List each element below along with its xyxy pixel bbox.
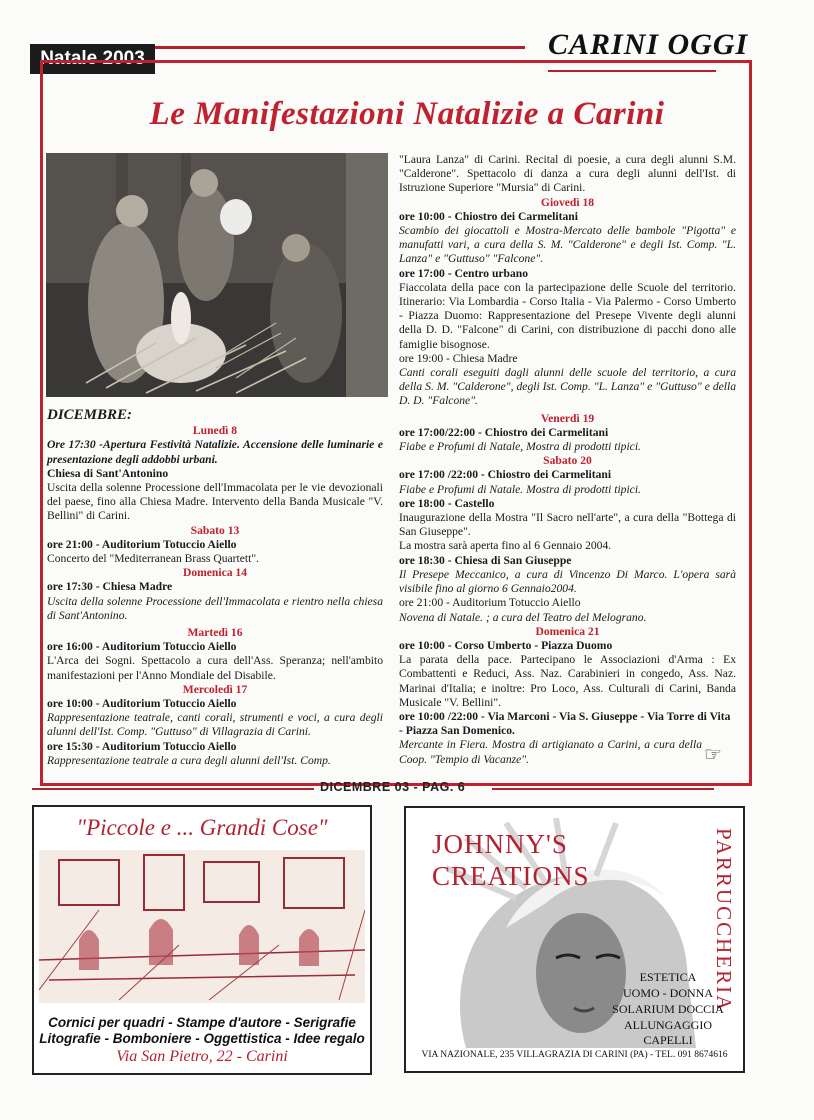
- event-venue: ore 21:00 - Auditorium Totuccio Aiello: [399, 596, 581, 610]
- ad-title: "Piccole e ... Grandi Cose": [76, 815, 328, 840]
- day-heading: Domenica 14: [182, 566, 248, 580]
- footer-rule-left: [32, 788, 314, 790]
- ad-line-2: Litografie - Bomboniere - Oggettistica - Idee regalo: [39, 1031, 365, 1046]
- day-heading: Mercoledì 17: [182, 682, 248, 696]
- workshop-engraving: [39, 850, 365, 1003]
- event-text: La parata della pace. Partecipano le Associazioni d'Arma : Ex Combattenti e Reduci, Ass. Naz. Carabinieri in congedo, Ass. Naz. Marinai d'Italia; e inoltre: Pro Loco, Ass. Culturali di Carini, Banda Musicale "V. Bellini".: [399, 653, 736, 709]
- event-text: Uscita della solenne Processione dell'Immacolata per le vie devozionali del paese, fino alla Chiesa Madre. Intervento della Banda Musicale "V. Bellini" di Carini.: [47, 481, 383, 523]
- event-text: Fiabe e Profumi di Natale. Mostra di prodotti tipici.: [399, 482, 641, 496]
- event-text: L'Arca dei Sogni. Spettacolo a cura dell'Ass. Speranza; nell'ambito manifestazioni per l'Anno Mondiale del Disabile.: [47, 654, 383, 682]
- edition-label: Natale 2003: [30, 44, 155, 74]
- day-heading: Venerdì 19: [540, 411, 595, 425]
- event-venue: ore 10:00 /22:00 - Via Marconi - Via S. Giuseppe - Via Torre di Vita - Piazza San Domenico.: [399, 709, 731, 738]
- event-text: Scambio dei giocattoli e Mostra-Mercato delle bambole "Pigotta" e manufatti vari, a cura della S. M. "Calderone" e degli Ist. Comp. "L. Lanza" e "Guttuso" "Falcone".: [399, 224, 736, 266]
- event-venue: ore 15:30 - Auditorium Totuccio Aiello: [47, 739, 237, 753]
- ad-service: ESTETICA: [639, 970, 697, 984]
- event-text: Ore 17:30 -Apertura Festività Natalizie. Accensione delle luminarie e presentazione degli addobbi urbani.: [47, 438, 383, 466]
- event-venue: ore 21:00 - Auditorium Totuccio Aiello: [47, 537, 237, 551]
- event-venue: Chiesa di Sant'Antonino: [47, 466, 169, 480]
- header-rule: [155, 46, 525, 49]
- event-text: Il Presepe Meccanico, a cura di Vincenzo Di Marco. L'opera sarà visibile fino al giorno 6 Gennaio2004.: [399, 567, 736, 596]
- ad-address: VIA NAZIONALE, 235 VILLAGRAZIA DI CARINI (PA) - TEL. 091 8674616: [421, 1050, 728, 1060]
- event-venue: ore 17:00 - Centro urbano: [399, 266, 529, 280]
- event-text: La mostra sarà aperta fino al 6 Gennaio 2004.: [399, 539, 612, 553]
- nativity-photo: [46, 153, 388, 397]
- ad-address: Via San Pietro, 22 - Carini: [116, 1048, 288, 1065]
- day-heading: Sabato 20: [543, 454, 592, 468]
- ad-service: UOMO - DONNA: [623, 986, 713, 1000]
- event-venue: ore 10:00 - Corso Umberto - Piazza Duomo: [399, 638, 613, 652]
- event-text: Inaugurazione della Mostra "Il Sacro nell'arte", a cura della "Bottega di San Giuseppe".: [399, 511, 736, 539]
- event-text: Rappresentazione teatrale a cura degli alunni dell'Ist. Comp.: [47, 753, 331, 767]
- event-text: Uscita della solenne Processione dell'Immacolata e rientro nella chiesa di Sant'Antonino.: [47, 594, 383, 622]
- pointing-hand-icon: ☞: [704, 744, 722, 766]
- month-heading: DICEMBRE:: [47, 407, 133, 423]
- event-venue: ore 17:00 /22:00 - Chiostro dei Carmelitani: [399, 468, 612, 482]
- event-text: Mercante in Fiera. Mostra di artigianato a Carini, a cura della Coop. "Tempio di Vacanze".: [399, 738, 702, 766]
- ad-brand-line-2: CREATIONS: [432, 861, 590, 891]
- day-heading: Sabato 13: [190, 523, 240, 537]
- ad-service: ALLUNGAGGIO CAPELLI: [624, 1018, 712, 1047]
- event-venue: ore 10:00 - Auditorium Totuccio Aiello: [47, 697, 237, 711]
- event-text: Novena di Natale. ; a cura del Teatro del Melograno.: [399, 610, 647, 624]
- event-venue: ore 10:00 - Chiostro dei Carmelitani: [399, 209, 578, 223]
- event-text: Fiabe e Profumi di Natale, Mostra di prodotti tipici.: [399, 440, 641, 454]
- ad-piccole-grandi-cose: [32, 805, 372, 1075]
- page-number: DICEMBRE 03 - PAG. 6: [320, 780, 466, 794]
- footer-rule-right: [492, 788, 714, 790]
- event-text: Rappresentazione teatrale, canti corali, strumenti e voci, a cura degli alunni dell'Ist. Comp. "Guttuso" di Villagrazia di Carini.: [47, 711, 383, 739]
- day-heading: Lunedì 8: [192, 424, 238, 438]
- event-text: "Laura Lanza" di Carini. Recital di poesie, a cura degli alunni S.M. "Calderone". Spettacolo di danza a cura degli alunni dell'Ist. di Istruzione Superiore "Mursia" di Carini.: [399, 153, 736, 195]
- event-text: Canti corali eseguiti dagli alunni delle scuole del territorio, a cura della S. M. "Calderone", degli Ist. Comp. "L. Lanza" e "Guttuso" e della D. D. "Falcone".: [399, 366, 736, 408]
- event-venue: ore 17:00/22:00 - Chiostro dei Carmelitani: [399, 425, 609, 439]
- masthead-logo: CARINI OGGI: [548, 28, 749, 61]
- day-heading: Giovedì 18: [540, 195, 595, 209]
- day-heading: Domenica 21: [535, 624, 600, 638]
- page-title: Le Manifestazioni Natalizie a Carini: [149, 96, 665, 132]
- program-left-column: [47, 408, 383, 768]
- ad-brand: [432, 828, 590, 892]
- event-venue: ore 16:00 - Auditorium Totuccio Aiello: [47, 640, 237, 654]
- event-venue: ore 18:30 - Chiesa di San Giuseppe: [399, 553, 572, 567]
- ad-category: PARRUCCHERIA: [712, 828, 736, 1013]
- event-venue: ore 19:00 - Chiesa Madre: [399, 351, 518, 365]
- event-venue: ore 17:30 - Chiesa Madre: [47, 580, 173, 594]
- ad-line-1: Cornici per quadri - Stampe d'autore - Serigrafie: [48, 1015, 356, 1030]
- event-text: Fiaccolata della pace con la partecipazione delle Scuole del territorio. Itinerario: Via Lombardia - Corso Italia - Via Palermo - Corso Umberto - Piazza Duomo: Rappresentazione del Presepe Vivente degli alunni della D. D. "Falcone" di Carini, con distribuzione di pacchi dono alle famiglie bisognose.: [399, 280, 736, 351]
- day-heading: Martedì 16: [187, 626, 243, 640]
- event-venue: ore 18:00 - Castello: [399, 496, 495, 510]
- event-text: Concerto del "Mediterranean Brass Quartett".: [47, 552, 259, 566]
- ad-johnnys-creations: [404, 806, 745, 1073]
- ad-brand-line-1: JOHNNY'S: [432, 829, 568, 859]
- program-right-column: [399, 153, 736, 767]
- ad-service: SOLARIUM DOCCIA: [612, 1002, 724, 1016]
